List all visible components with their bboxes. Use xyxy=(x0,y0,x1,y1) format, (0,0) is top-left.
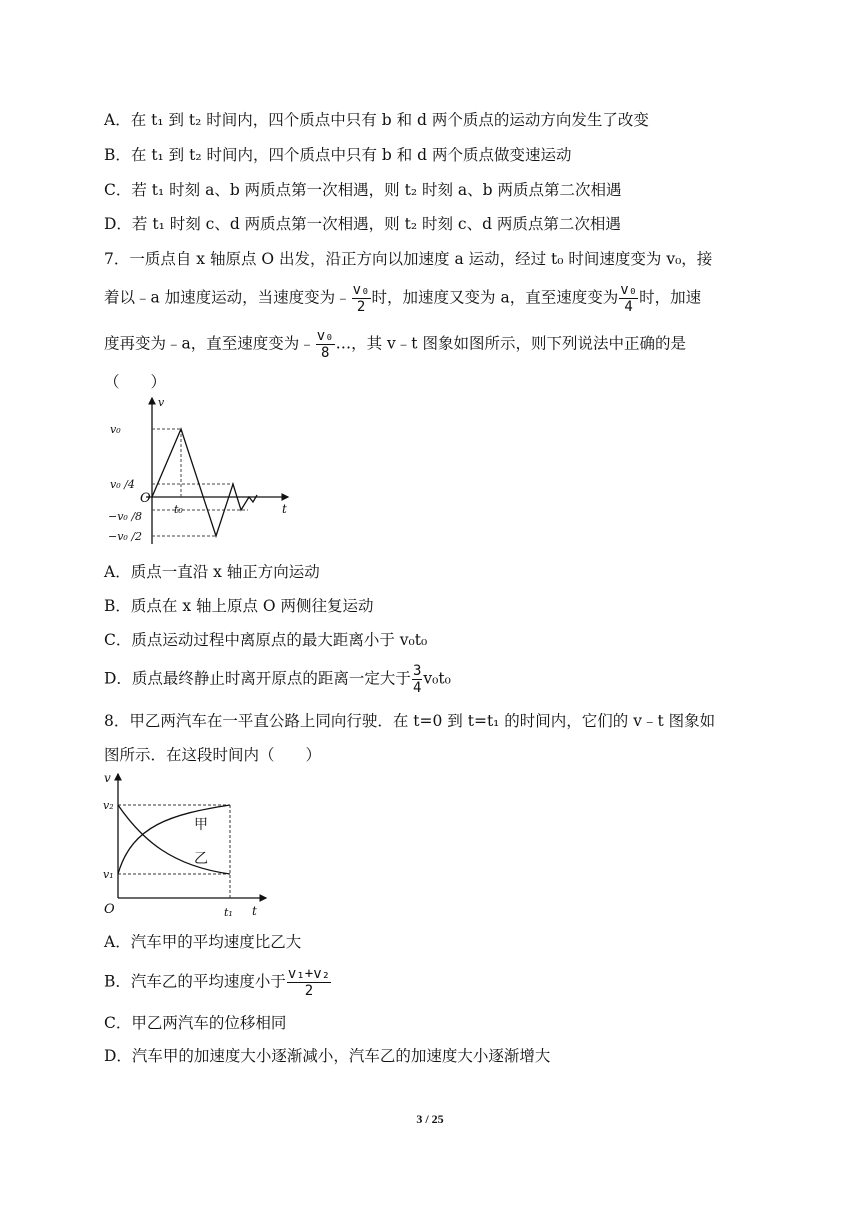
t-axis-label: t xyxy=(282,502,287,516)
q6-option-b: B．在 t₁ 到 t₂ 时间内，四个质点中只有 b 和 d 两个质点做变速运动 xyxy=(104,146,572,164)
label-v2: v₂ xyxy=(103,799,114,812)
label-t0: t₀ xyxy=(174,503,183,516)
q8-option-b xyxy=(104,966,332,999)
label-neg-v0-half: −v₀ /2 xyxy=(108,530,143,543)
label-neg-v0-eighth: −v₀ /8 xyxy=(108,510,143,523)
q8-option-d: D．汽车甲的加速度大小逐渐减小，汽车乙的加速度大小逐渐增大 xyxy=(104,1047,551,1065)
fraction-numerator: 3 xyxy=(412,663,422,679)
fraction-numerator: v₀ xyxy=(316,328,334,344)
label-v1: v₁ xyxy=(103,868,114,881)
page-number: 3 / 25 xyxy=(416,1112,444,1126)
q7-stem-line2-part3: 时，加速 xyxy=(639,288,702,307)
v-axis-label: v xyxy=(104,771,111,785)
fraction-three-quarters xyxy=(412,663,422,696)
curve-yi xyxy=(118,805,230,874)
guide-lines xyxy=(152,429,248,536)
t-axis-label: t xyxy=(252,904,257,918)
q8-option-b-text: B．汽车乙的平均速度小于 xyxy=(104,972,286,991)
q7-stem-line3-part1: 度再变为﹣a，直至速度变为﹣ xyxy=(104,334,315,353)
q7-option-a: A．质点一直沿 x 轴正方向运动 xyxy=(104,563,320,581)
q8-stem-line1: 8．甲乙两汽车在一平直公路上同向行驶．在 t=0 到 t=t₁ 的时间内，它们的 v﹣t 图象如 xyxy=(104,712,716,730)
fraction-denominator: 4 xyxy=(624,299,633,315)
q7-stem-line2 xyxy=(104,282,701,315)
label-jia: 甲 xyxy=(194,817,208,833)
q7-answer-bracket: （ ） xyxy=(104,373,167,391)
fraction-numerator: v₀ xyxy=(352,282,370,298)
q8-stem-line2: 图所示．在这段时间内（ ） xyxy=(104,746,322,764)
q8-vt-graph xyxy=(102,770,272,922)
q7-vt-graph xyxy=(108,394,298,554)
origin-label: O xyxy=(140,491,151,506)
q7-option-d-tail: v₀t₀ xyxy=(423,669,451,688)
q7-stem-line2-part2: 时，加速度又变为 a，直至速度变为 xyxy=(371,288,619,307)
q8-option-c: C．甲乙两汽车的位移相同 xyxy=(104,1014,287,1032)
q7-option-b: B．质点在 x 轴上原点 O 两侧往复运动 xyxy=(104,597,374,615)
q6-option-a: A．在 t₁ 到 t₂ 时间内，四个质点中只有 b 和 d 两个质点的运动方向发生了改变 xyxy=(104,111,649,129)
fraction-numerator: v₁+v₂ xyxy=(287,966,331,982)
guide-lines xyxy=(118,805,230,898)
q7-option-d xyxy=(104,663,451,696)
q7-stem-line1: 7．一质点自 x 轴原点 O 出发，沿正方向以加速度 a 运动，经过 t₀ 时间速度变为 v₀，接 xyxy=(104,250,713,268)
velocity-curve xyxy=(152,429,257,536)
q7-option-d-text: D．质点最终静止时离开原点的距离一定大于 xyxy=(104,669,411,688)
label-v0: v₀ xyxy=(110,423,121,436)
fraction-denominator: 2 xyxy=(304,983,314,999)
q8-option-a: A．汽车甲的平均速度比乙大 xyxy=(104,933,302,951)
q6-option-c: C．若 t₁ 时刻 a、b 两质点第一次相遇，则 t₂ 时刻 a、b 两质点第二次相遇 xyxy=(104,181,622,199)
fraction-v0-over-8 xyxy=(316,328,335,361)
label-v0-quarter: v₀ /4 xyxy=(110,478,135,491)
q6-option-d: D．若 t₁ 时刻 c、d 两质点第一次相遇，则 t₂ 时刻 c、d 两质点第二次相遇 xyxy=(104,215,621,233)
q7-stem-line2-part1: 着以﹣a 加速度运动，当速度变为﹣ xyxy=(104,288,351,307)
fraction-v1-plus-v2-over-2 xyxy=(287,966,331,999)
fraction-v0-over-4 xyxy=(619,282,638,315)
fraction-denominator: 8 xyxy=(320,345,330,361)
q7-option-c: C．质点运动过程中离原点的最大距离小于 v₀t₀ xyxy=(104,631,428,649)
v-axis-label: v xyxy=(158,396,165,409)
origin-label: O xyxy=(104,902,115,917)
q7-stem-line3 xyxy=(104,328,686,361)
fraction-numerator: v₀ xyxy=(620,282,638,298)
fraction-denominator: 2 xyxy=(356,299,366,315)
fraction-v0-over-2 xyxy=(352,282,371,315)
label-yi: 乙 xyxy=(194,851,208,867)
label-t1: t₁ xyxy=(224,906,233,919)
curve-jia xyxy=(118,805,230,874)
fraction-denominator: 4 xyxy=(412,680,422,696)
q7-stem-line3-part2: …，其 v﹣t 图象如图所示，则下列说法中正确的是 xyxy=(335,334,686,353)
